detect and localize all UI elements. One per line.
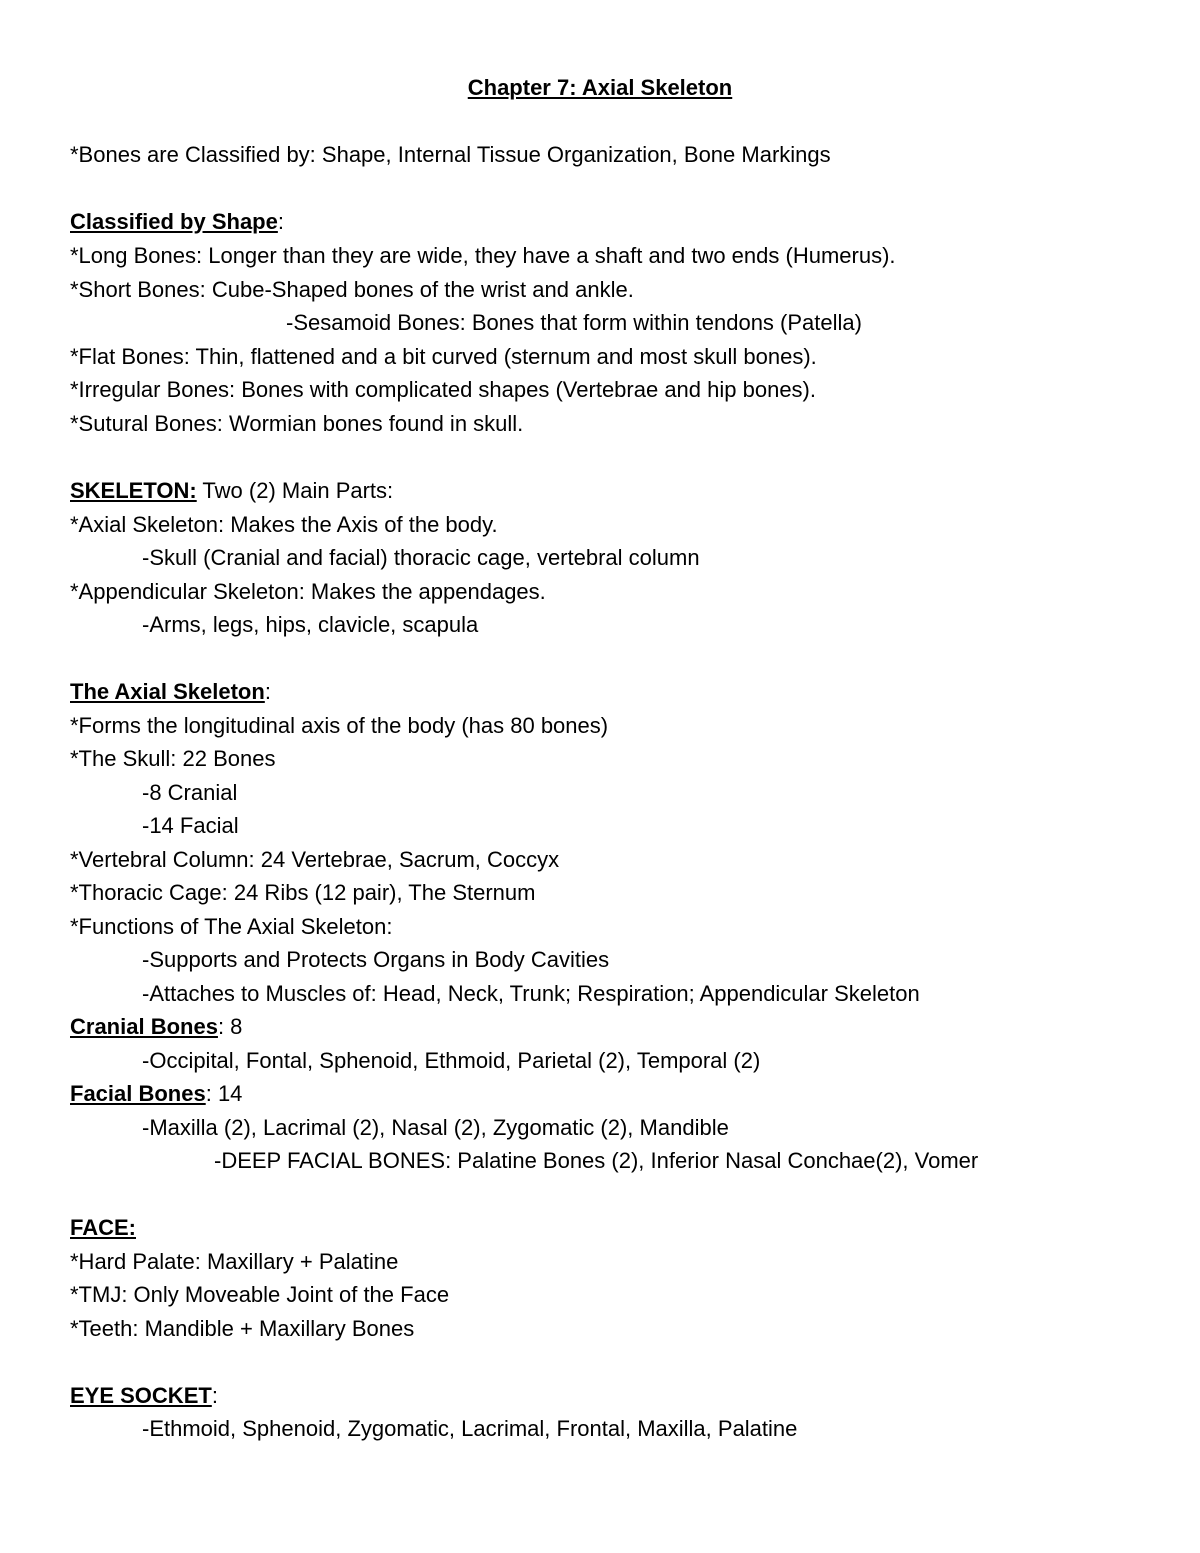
cranial-heading-line bbox=[70, 1013, 242, 1041]
list-item: -Sesamoid Bones: Bones that form within tendons (Patella) bbox=[286, 310, 862, 335]
cranial-heading: Cranial Bones bbox=[70, 1014, 218, 1039]
list-item: *Long Bones: Longer than they are wide, they have a shaft and two ends (Humerus). bbox=[70, 243, 896, 268]
list-item: -Attaches to Muscles of: Head, Neck, Trunk; Respiration; Appendicular Skeleton bbox=[142, 981, 920, 1006]
list-item: -Skull (Cranial and facial) thoracic cage, vertebral column bbox=[142, 545, 700, 570]
list-item: *TMJ: Only Moveable Joint of the Face bbox=[70, 1282, 450, 1307]
list-item: *Vertebral Column: 24 Vertebrae, Sacrum, Coccyx bbox=[70, 847, 560, 872]
list-item: *Hard Palate: Maxillary + Palatine bbox=[70, 1249, 399, 1274]
list-item: -Occipital, Fontal, Sphenoid, Ethmoid, Parietal (2), Temporal (2) bbox=[142, 1048, 761, 1073]
list-item: *Axial Skeleton: Makes the Axis of the body. bbox=[70, 512, 498, 537]
list-item: -Arms, legs, hips, clavicle, scapula bbox=[142, 612, 479, 637]
eye-heading-colon: : bbox=[211, 1383, 218, 1408]
list-item: *Forms the longitudinal axis of the body (has 80 bones) bbox=[70, 713, 609, 738]
list-item: *Thoracic Cage: 24 Ribs (12 pair), The Sternum bbox=[70, 880, 536, 905]
list-item: *Functions of The Axial Skeleton: bbox=[70, 914, 393, 939]
facial-heading: Facial Bones bbox=[70, 1081, 206, 1106]
axial-heading-line bbox=[70, 678, 271, 706]
skeleton-heading-rest: Two (2) Main Parts: bbox=[196, 478, 394, 503]
list-item: *Flat Bones: Thin, flattened and a bit curved (sternum and most skull bones). bbox=[70, 344, 817, 369]
list-item: -14 Facial bbox=[142, 813, 239, 838]
skeleton-heading: SKELETON: bbox=[70, 478, 197, 503]
shape-heading-line bbox=[70, 208, 284, 236]
list-item: *Short Bones: Cube-Shaped bones of the wrist and ankle. bbox=[70, 277, 634, 302]
shape-heading-colon: : bbox=[277, 209, 284, 234]
page-title: Chapter 7: Axial Skeleton bbox=[467, 75, 733, 100]
axial-heading-colon: : bbox=[264, 679, 271, 704]
shape-heading: Classified by Shape bbox=[70, 209, 278, 234]
facial-heading-rest: : 14 bbox=[205, 1081, 243, 1106]
list-item: *The Skull: 22 Bones bbox=[70, 746, 276, 771]
eye-heading: EYE SOCKET bbox=[70, 1383, 212, 1408]
face-heading: FACE: bbox=[70, 1215, 136, 1240]
list-item: -8 Cranial bbox=[142, 780, 238, 805]
axial-heading: The Axial Skeleton bbox=[70, 679, 265, 704]
intro-line: *Bones are Classified by: Shape, Internal Tissue Organization, Bone Markings bbox=[70, 142, 831, 167]
list-item: *Appendicular Skeleton: Makes the appendages. bbox=[70, 579, 546, 604]
cranial-heading-rest: : 8 bbox=[217, 1014, 243, 1039]
face-heading-line bbox=[70, 1214, 136, 1242]
facial-heading-line bbox=[70, 1080, 242, 1108]
list-item: -Supports and Protects Organs in Body Cavities bbox=[142, 947, 610, 972]
eye-heading-line bbox=[70, 1382, 218, 1410]
list-item: -Maxilla (2), Lacrimal (2), Nasal (2), Zygomatic (2), Mandible bbox=[142, 1115, 729, 1140]
list-item: -Ethmoid, Sphenoid, Zygomatic, Lacrimal, Frontal, Maxilla, Palatine bbox=[142, 1416, 798, 1441]
list-item: *Sutural Bones: Wormian bones found in skull. bbox=[70, 411, 524, 436]
list-item: -DEEP FACIAL BONES: Palatine Bones (2), Inferior Nasal Conchae(2), Vomer bbox=[214, 1148, 979, 1173]
list-item: *Teeth: Mandible + Maxillary Bones bbox=[70, 1316, 415, 1341]
skeleton-heading-line bbox=[70, 477, 393, 505]
list-item: *Irregular Bones: Bones with complicated shapes (Vertebrae and hip bones). bbox=[70, 377, 816, 402]
